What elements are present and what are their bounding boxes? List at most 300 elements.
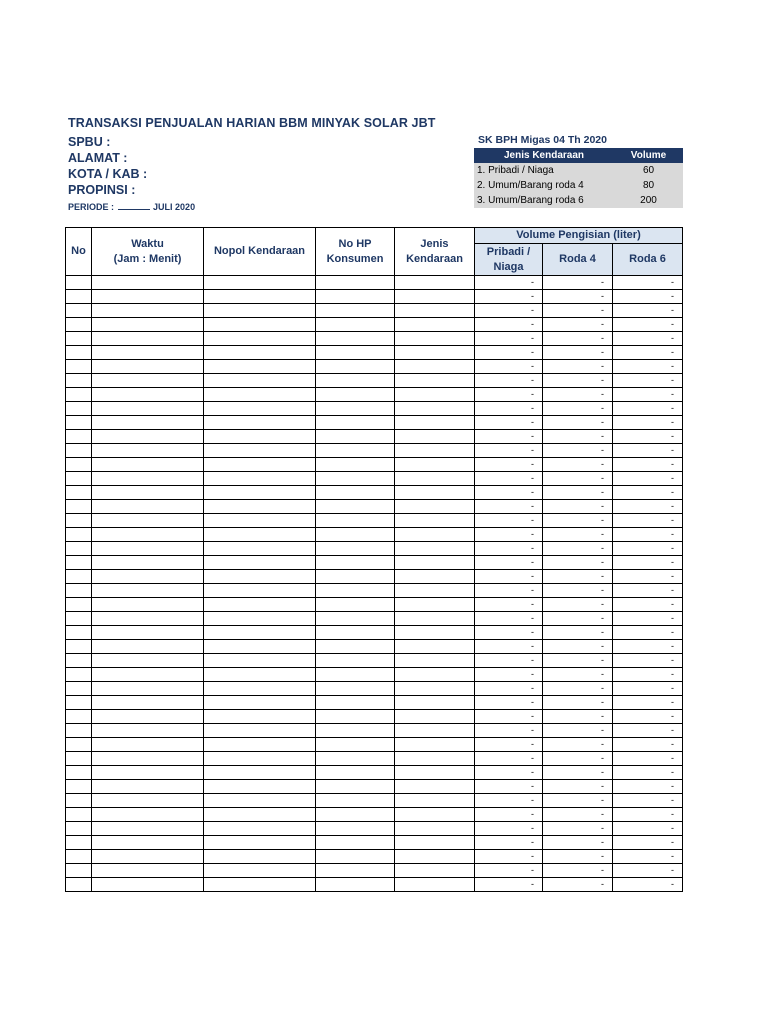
roda-6-cell: - xyxy=(613,346,683,360)
roda-4-cell: - xyxy=(543,654,613,668)
nopol-cell xyxy=(204,402,316,416)
nopol-cell xyxy=(204,808,316,822)
roda-6-cell: - xyxy=(613,808,683,822)
jenis-cell xyxy=(395,556,475,570)
col-pribadi-line1: Pribadi / xyxy=(486,245,531,258)
no-hp-cell xyxy=(316,570,395,584)
kota-kab-label: KOTA / KAB : xyxy=(68,167,148,181)
jenis-cell xyxy=(395,808,475,822)
nopol-cell xyxy=(204,528,316,542)
nopol-cell xyxy=(204,864,316,878)
no-hp-cell xyxy=(316,864,395,878)
no-hp-cell xyxy=(316,332,395,346)
waktu-cell xyxy=(92,850,204,864)
spbu-label: SPBU : xyxy=(68,135,111,149)
waktu-cell xyxy=(92,794,204,808)
roda-4-cell: - xyxy=(543,444,613,458)
roda-6-cell: - xyxy=(613,864,683,878)
table-row xyxy=(66,794,683,808)
roda-4-cell: - xyxy=(543,822,613,836)
waktu-cell xyxy=(92,626,204,640)
table-row xyxy=(66,864,683,878)
roda-4-cell: - xyxy=(543,318,613,332)
col-waktu xyxy=(92,228,204,276)
roda-6-cell: - xyxy=(613,780,683,794)
col-roda-6: Roda 6 xyxy=(613,244,683,276)
no-cell xyxy=(66,808,92,822)
pribadi-niaga-cell: - xyxy=(475,542,543,556)
sk-col-volume: Volume xyxy=(614,148,683,163)
jenis-cell xyxy=(395,444,475,458)
roda-4-cell: - xyxy=(543,276,613,290)
no-hp-cell xyxy=(316,374,395,388)
table-row xyxy=(66,472,683,486)
no-hp-cell xyxy=(316,318,395,332)
table-row xyxy=(66,304,683,318)
pribadi-niaga-cell: - xyxy=(475,472,543,486)
pribadi-niaga-cell: - xyxy=(475,654,543,668)
waktu-cell xyxy=(92,836,204,850)
no-cell xyxy=(66,878,92,892)
pribadi-niaga-cell: - xyxy=(475,430,543,444)
roda-6-cell: - xyxy=(613,332,683,346)
jenis-cell xyxy=(395,878,475,892)
nopol-cell xyxy=(204,878,316,892)
table-row xyxy=(66,290,683,304)
roda-6-cell: - xyxy=(613,836,683,850)
pribadi-niaga-cell: - xyxy=(475,836,543,850)
sk-volume-table xyxy=(474,148,683,208)
nopol-cell xyxy=(204,332,316,346)
no-cell xyxy=(66,402,92,416)
waktu-cell xyxy=(92,640,204,654)
nopol-cell xyxy=(204,318,316,332)
col-jenis-kendaraan xyxy=(395,228,475,276)
jenis-cell xyxy=(395,458,475,472)
waktu-cell xyxy=(92,808,204,822)
nopol-cell xyxy=(204,346,316,360)
nopol-cell xyxy=(204,612,316,626)
no-cell xyxy=(66,542,92,556)
col-no-hp xyxy=(316,228,395,276)
sk-volume-cell: 200 xyxy=(614,193,683,208)
sk-title: SK BPH Migas 04 Th 2020 xyxy=(478,134,607,146)
roda-4-cell: - xyxy=(543,808,613,822)
roda-6-cell: - xyxy=(613,766,683,780)
roda-6-cell: - xyxy=(613,794,683,808)
waktu-cell xyxy=(92,752,204,766)
pribadi-niaga-cell: - xyxy=(475,822,543,836)
sk-row xyxy=(474,193,683,208)
nopol-cell xyxy=(204,416,316,430)
no-cell xyxy=(66,472,92,486)
table-row xyxy=(66,696,683,710)
no-hp-cell xyxy=(316,500,395,514)
nopol-cell xyxy=(204,738,316,752)
table-row xyxy=(66,710,683,724)
table-row xyxy=(66,374,683,388)
no-hp-cell xyxy=(316,752,395,766)
no-cell xyxy=(66,864,92,878)
no-hp-cell xyxy=(316,654,395,668)
table-row xyxy=(66,668,683,682)
table-row xyxy=(66,332,683,346)
document-header xyxy=(68,115,468,214)
pribadi-niaga-cell: - xyxy=(475,612,543,626)
roda-6-cell: - xyxy=(613,304,683,318)
no-hp-cell xyxy=(316,290,395,304)
col-hp-line1: No HP xyxy=(338,237,372,250)
no-hp-cell xyxy=(316,766,395,780)
roda-4-cell: - xyxy=(543,346,613,360)
nopol-cell xyxy=(204,556,316,570)
roda-6-cell: - xyxy=(613,724,683,738)
pribadi-niaga-cell: - xyxy=(475,598,543,612)
table-row xyxy=(66,556,683,570)
roda-6-cell: - xyxy=(613,640,683,654)
roda-4-cell: - xyxy=(543,766,613,780)
no-hp-cell xyxy=(316,598,395,612)
jenis-cell xyxy=(395,388,475,402)
roda-6-cell: - xyxy=(613,570,683,584)
pribadi-niaga-cell: - xyxy=(475,570,543,584)
waktu-cell xyxy=(92,500,204,514)
jenis-cell xyxy=(395,276,475,290)
roda-4-cell: - xyxy=(543,360,613,374)
roda-4-cell: - xyxy=(543,556,613,570)
nopol-cell xyxy=(204,290,316,304)
pribadi-niaga-cell: - xyxy=(475,346,543,360)
no-cell xyxy=(66,416,92,430)
no-cell xyxy=(66,668,92,682)
roda-6-cell: - xyxy=(613,374,683,388)
no-cell xyxy=(66,514,92,528)
waktu-cell xyxy=(92,584,204,598)
roda-6-cell: - xyxy=(613,528,683,542)
roda-4-cell: - xyxy=(543,612,613,626)
propinsi-label: PROPINSI : xyxy=(68,183,136,197)
no-cell xyxy=(66,486,92,500)
jenis-cell xyxy=(395,724,475,738)
nopol-cell xyxy=(204,360,316,374)
col-waktu-line2: (Jam : Menit) xyxy=(113,252,182,265)
jenis-cell xyxy=(395,682,475,696)
pribadi-niaga-cell: - xyxy=(475,626,543,640)
roda-4-cell: - xyxy=(543,738,613,752)
table-row xyxy=(66,486,683,500)
periode-value: JULI 2020 xyxy=(153,202,196,212)
no-hp-cell xyxy=(316,822,395,836)
no-hp-cell xyxy=(316,360,395,374)
col-roda-4: Roda 4 xyxy=(543,244,613,276)
pribadi-niaga-cell: - xyxy=(475,360,543,374)
nopol-cell xyxy=(204,640,316,654)
roda-4-cell: - xyxy=(543,430,613,444)
col-nopol: Nopol Kendaraan xyxy=(204,228,316,276)
pribadi-niaga-cell: - xyxy=(475,486,543,500)
nopol-cell xyxy=(204,696,316,710)
pribadi-niaga-cell: - xyxy=(475,500,543,514)
pribadi-niaga-cell: - xyxy=(475,850,543,864)
no-cell xyxy=(66,626,92,640)
no-hp-cell xyxy=(316,724,395,738)
no-hp-cell xyxy=(316,304,395,318)
no-hp-cell xyxy=(316,780,395,794)
waktu-cell xyxy=(92,514,204,528)
jenis-cell xyxy=(395,612,475,626)
jenis-cell xyxy=(395,850,475,864)
table-row xyxy=(66,836,683,850)
pribadi-niaga-cell: - xyxy=(475,556,543,570)
no-hp-cell xyxy=(316,794,395,808)
no-cell xyxy=(66,584,92,598)
waktu-cell xyxy=(92,402,204,416)
roda-4-cell: - xyxy=(543,416,613,430)
table-row xyxy=(66,640,683,654)
nopol-cell xyxy=(204,458,316,472)
nopol-cell xyxy=(204,682,316,696)
jenis-cell xyxy=(395,486,475,500)
no-hp-cell xyxy=(316,402,395,416)
table-row xyxy=(66,626,683,640)
roda-6-cell: - xyxy=(613,626,683,640)
roda-4-cell: - xyxy=(543,304,613,318)
no-cell xyxy=(66,374,92,388)
pribadi-niaga-cell: - xyxy=(475,878,543,892)
jenis-cell xyxy=(395,780,475,794)
roda-4-cell: - xyxy=(543,850,613,864)
jenis-cell xyxy=(395,472,475,486)
pribadi-niaga-cell: - xyxy=(475,374,543,388)
table-row xyxy=(66,514,683,528)
jenis-cell xyxy=(395,710,475,724)
no-cell xyxy=(66,822,92,836)
jenis-cell xyxy=(395,528,475,542)
pribadi-niaga-cell: - xyxy=(475,444,543,458)
nopol-cell xyxy=(204,850,316,864)
roda-6-cell: - xyxy=(613,668,683,682)
no-hp-cell xyxy=(316,584,395,598)
nopol-cell xyxy=(204,836,316,850)
col-jenis-line2: Kendaraan xyxy=(406,252,463,265)
no-cell xyxy=(66,696,92,710)
roda-4-cell: - xyxy=(543,570,613,584)
roda-6-cell: - xyxy=(613,612,683,626)
roda-6-cell: - xyxy=(613,514,683,528)
no-hp-cell xyxy=(316,276,395,290)
table-row xyxy=(66,346,683,360)
pribadi-niaga-cell: - xyxy=(475,458,543,472)
pribadi-niaga-cell: - xyxy=(475,794,543,808)
nopol-cell xyxy=(204,752,316,766)
jenis-cell xyxy=(395,542,475,556)
col-pribadi-line2: Niaga xyxy=(493,260,524,273)
pribadi-niaga-cell: - xyxy=(475,808,543,822)
no-cell xyxy=(66,850,92,864)
no-hp-cell xyxy=(316,682,395,696)
table-row xyxy=(66,682,683,696)
table-row xyxy=(66,458,683,472)
no-cell xyxy=(66,444,92,458)
waktu-cell xyxy=(92,766,204,780)
table-row xyxy=(66,318,683,332)
no-hp-cell xyxy=(316,668,395,682)
no-hp-cell xyxy=(316,640,395,654)
jenis-cell xyxy=(395,514,475,528)
waktu-cell xyxy=(92,612,204,626)
roda-4-cell: - xyxy=(543,710,613,724)
jenis-cell xyxy=(395,374,475,388)
nopol-cell xyxy=(204,654,316,668)
roda-4-cell: - xyxy=(543,528,613,542)
waktu-cell xyxy=(92,332,204,346)
nopol-cell xyxy=(204,794,316,808)
nopol-cell xyxy=(204,724,316,738)
waktu-cell xyxy=(92,570,204,584)
roda-6-cell: - xyxy=(613,542,683,556)
no-hp-cell xyxy=(316,486,395,500)
waktu-cell xyxy=(92,486,204,500)
pribadi-niaga-cell: - xyxy=(475,402,543,416)
jenis-cell xyxy=(395,416,475,430)
no-cell xyxy=(66,556,92,570)
no-cell xyxy=(66,724,92,738)
roda-4-cell: - xyxy=(543,752,613,766)
pribadi-niaga-cell: - xyxy=(475,682,543,696)
roda-6-cell: - xyxy=(613,472,683,486)
pribadi-niaga-cell: - xyxy=(475,864,543,878)
table-row xyxy=(66,654,683,668)
roda-6-cell: - xyxy=(613,430,683,444)
waktu-cell xyxy=(92,696,204,710)
nopol-cell xyxy=(204,304,316,318)
no-hp-cell xyxy=(316,542,395,556)
jenis-cell xyxy=(395,584,475,598)
waktu-cell xyxy=(92,472,204,486)
waktu-cell xyxy=(92,668,204,682)
roda-6-cell: - xyxy=(613,444,683,458)
jenis-cell xyxy=(395,766,475,780)
jenis-cell xyxy=(395,402,475,416)
table-row xyxy=(66,416,683,430)
no-cell xyxy=(66,794,92,808)
no-hp-cell xyxy=(316,696,395,710)
roda-6-cell: - xyxy=(613,696,683,710)
sk-jenis-cell: 1. Pribadi / Niaga xyxy=(474,163,614,178)
sk-col-jenis: Jenis Kendaraan xyxy=(474,148,614,163)
no-cell xyxy=(66,318,92,332)
table-row xyxy=(66,584,683,598)
roda-6-cell: - xyxy=(613,276,683,290)
jenis-cell xyxy=(395,360,475,374)
no-hp-cell xyxy=(316,514,395,528)
roda-6-cell: - xyxy=(613,290,683,304)
roda-6-cell: - xyxy=(613,738,683,752)
no-hp-cell xyxy=(316,850,395,864)
nopol-cell xyxy=(204,570,316,584)
waktu-cell xyxy=(92,724,204,738)
periode-line xyxy=(68,200,468,214)
no-cell xyxy=(66,682,92,696)
sk-row xyxy=(474,163,683,178)
document-title: TRANSAKSI PENJUALAN HARIAN BBM MINYAK SOLAR JBT xyxy=(68,116,436,130)
waktu-cell xyxy=(92,654,204,668)
no-cell xyxy=(66,528,92,542)
transaction-table xyxy=(65,227,683,892)
nopol-cell xyxy=(204,430,316,444)
nopol-cell xyxy=(204,584,316,598)
waktu-cell xyxy=(92,682,204,696)
roda-6-cell: - xyxy=(613,458,683,472)
no-cell xyxy=(66,780,92,794)
table-row xyxy=(66,402,683,416)
roda-6-cell: - xyxy=(613,584,683,598)
roda-6-cell: - xyxy=(613,654,683,668)
roda-6-cell: - xyxy=(613,318,683,332)
pribadi-niaga-cell: - xyxy=(475,584,543,598)
col-jenis-line1: Jenis xyxy=(420,237,449,250)
nopol-cell xyxy=(204,472,316,486)
nopol-cell xyxy=(204,668,316,682)
table-row xyxy=(66,598,683,612)
table-body xyxy=(66,276,683,892)
pribadi-niaga-cell: - xyxy=(475,514,543,528)
waktu-cell xyxy=(92,542,204,556)
periode-label: PERIODE : xyxy=(68,202,115,212)
waktu-cell xyxy=(92,346,204,360)
roda-4-cell: - xyxy=(543,458,613,472)
roda-6-cell: - xyxy=(613,710,683,724)
table-row xyxy=(66,430,683,444)
waktu-cell xyxy=(92,864,204,878)
table-row xyxy=(66,822,683,836)
no-cell xyxy=(66,360,92,374)
sk-volume-cell: 80 xyxy=(614,178,683,193)
table-row xyxy=(66,780,683,794)
jenis-cell xyxy=(395,304,475,318)
roda-6-cell: - xyxy=(613,402,683,416)
roda-4-cell: - xyxy=(543,598,613,612)
no-hp-cell xyxy=(316,430,395,444)
nopol-cell xyxy=(204,822,316,836)
table-row xyxy=(66,570,683,584)
pribadi-niaga-cell: - xyxy=(475,388,543,402)
jenis-cell xyxy=(395,346,475,360)
nopol-cell xyxy=(204,444,316,458)
no-cell xyxy=(66,836,92,850)
nopol-cell xyxy=(204,542,316,556)
no-cell xyxy=(66,304,92,318)
roda-4-cell: - xyxy=(543,864,613,878)
waktu-cell xyxy=(92,528,204,542)
roda-4-cell: - xyxy=(543,374,613,388)
nopol-cell xyxy=(204,626,316,640)
no-cell xyxy=(66,276,92,290)
col-pribadi-niaga xyxy=(475,244,543,276)
roda-4-cell: - xyxy=(543,402,613,416)
no-cell xyxy=(66,654,92,668)
col-hp-line2: Konsumen xyxy=(326,252,384,265)
no-hp-cell xyxy=(316,388,395,402)
waktu-cell xyxy=(92,822,204,836)
pribadi-niaga-cell: - xyxy=(475,290,543,304)
sk-row xyxy=(474,178,683,193)
table-row xyxy=(66,500,683,514)
roda-4-cell: - xyxy=(543,640,613,654)
no-cell xyxy=(66,738,92,752)
no-cell xyxy=(66,332,92,346)
no-hp-cell xyxy=(316,808,395,822)
